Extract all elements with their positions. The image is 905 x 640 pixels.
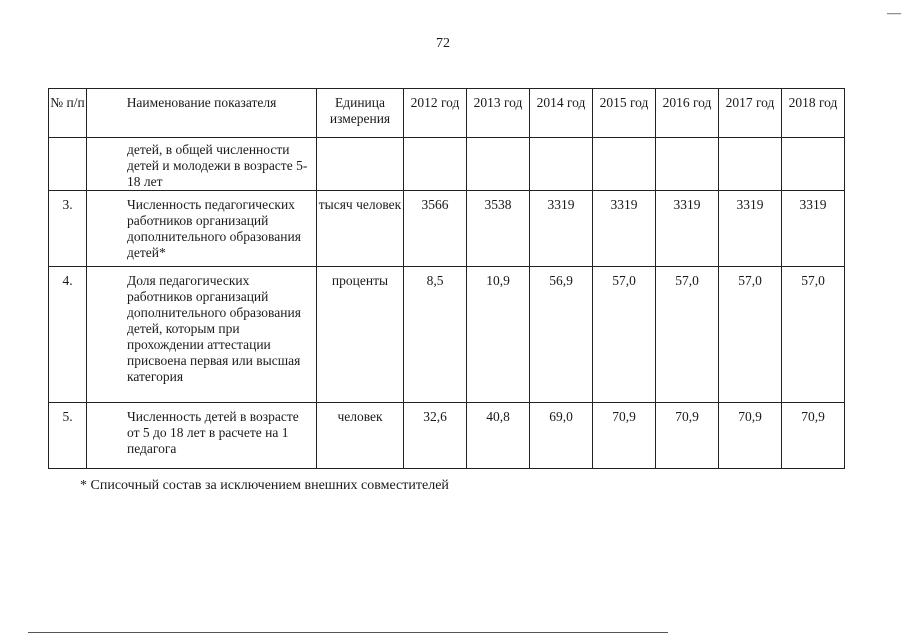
cell-value: 3566 [404,191,467,267]
cell-num: 3. [49,191,87,267]
table-row [49,403,845,469]
cell-value [530,138,593,191]
cell-unit: тысяч человек [317,191,404,267]
cell-value [593,138,656,191]
header-name: Наименование показателя [87,89,317,138]
cell-value: 56,9 [530,267,593,403]
cell-value: 3319 [719,191,782,267]
cell-value [467,138,530,191]
cell-value: 70,9 [656,403,719,469]
cell-name: Численность детей в возрасте от 5 до 18 лет в расчете на 1 педагога [87,403,317,469]
cell-value [782,138,845,191]
cell-value: 3319 [656,191,719,267]
page-number: 72 [436,36,450,51]
table-row-continuation [49,138,845,191]
cell-num: 5. [49,403,87,469]
cell-value: 57,0 [719,267,782,403]
bottom-divider [28,632,668,633]
header-year: 2015 год [593,89,656,138]
cell-value: 3319 [782,191,845,267]
table-header-row [49,89,845,138]
cell-value: 3319 [593,191,656,267]
table-row [49,191,845,267]
header-year: 2017 год [719,89,782,138]
cell-value [404,138,467,191]
cell-num [49,138,87,191]
footnote: * Списочный состав за исключением внешних совместителей [80,478,449,493]
cell-name: Доля педагогических работников организаций дополнительного образования детей, которым при прохождении аттестации присвоена первая или высшая категория [87,267,317,403]
indicators-table [48,88,845,469]
cell-value: 70,9 [593,403,656,469]
cell-value: 3538 [467,191,530,267]
cell-value: 8,5 [404,267,467,403]
cell-value: 3319 [530,191,593,267]
header-year: 2016 год [656,89,719,138]
cell-unit: проценты [317,267,404,403]
cell-value: 70,9 [782,403,845,469]
header-year: 2013 год [467,89,530,138]
margin-mark: — [887,6,901,21]
header-year: 2018 год [782,89,845,138]
cell-value: 70,9 [719,403,782,469]
header-num: № п/п [49,89,87,138]
cell-unit: человек [317,403,404,469]
cell-value: 40,8 [467,403,530,469]
cell-name: детей, в общей численности детей и молодежи в возрасте 5-18 лет [87,138,317,191]
cell-value: 57,0 [782,267,845,403]
header-year: 2014 год [530,89,593,138]
table-row [49,267,845,403]
cell-value [656,138,719,191]
header-year: 2012 год [404,89,467,138]
cell-value: 57,0 [593,267,656,403]
cell-value [719,138,782,191]
cell-value: 10,9 [467,267,530,403]
header-unit: Единица измерения [317,89,404,138]
cell-value: 69,0 [530,403,593,469]
cell-num: 4. [49,267,87,403]
cell-value: 32,6 [404,403,467,469]
cell-value: 57,0 [656,267,719,403]
cell-unit [317,138,404,191]
cell-name: Численность педагогических работников организаций дополнительного образования детей* [87,191,317,267]
